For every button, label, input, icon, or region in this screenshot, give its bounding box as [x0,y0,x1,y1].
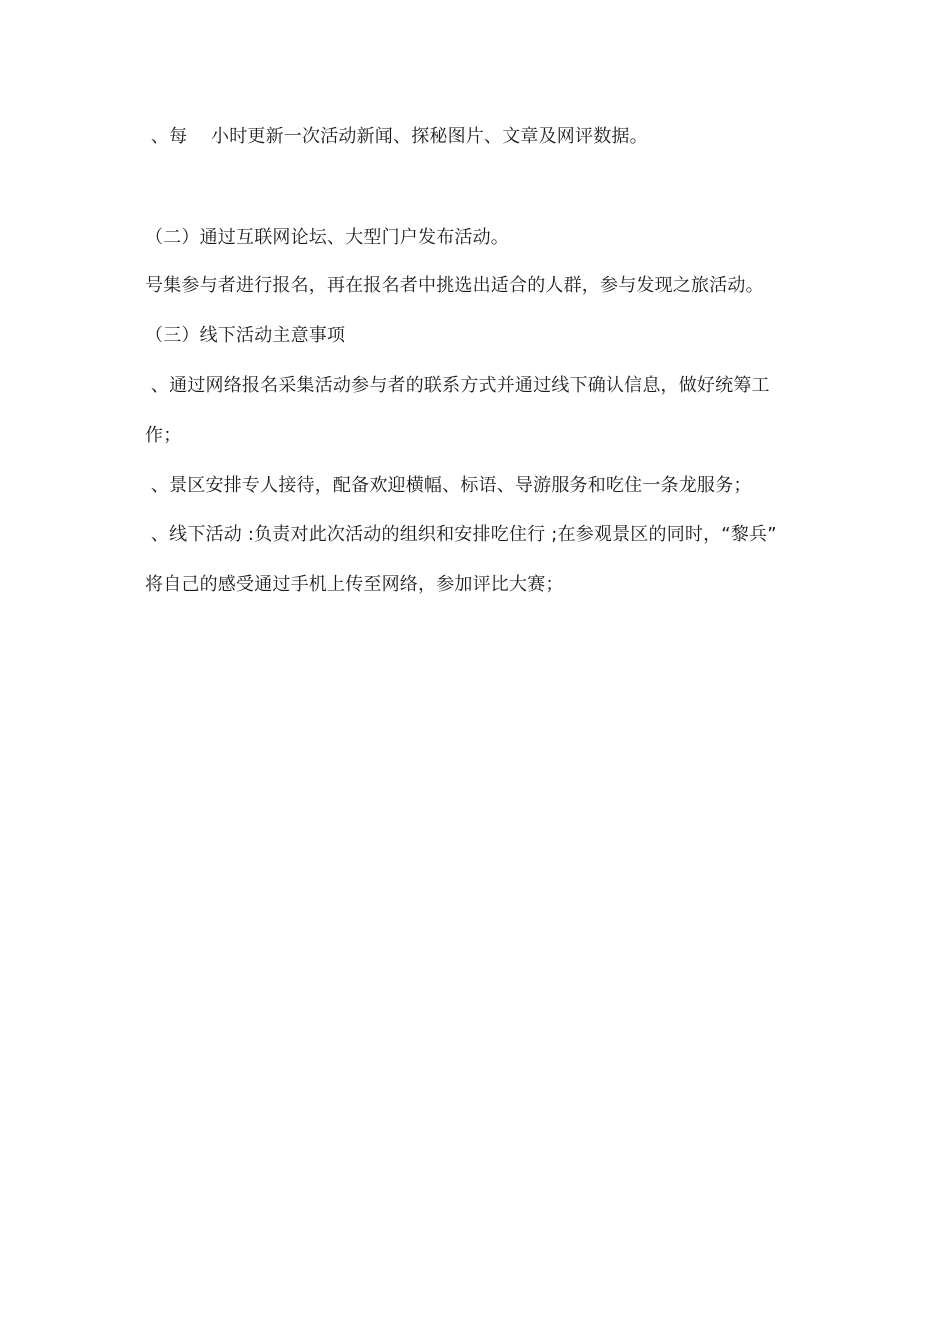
offline-item-3: 、线下活动 :负责对此次活动的组织和安排吃住行 ;在参观景区的同时，“黎兵” [145,524,777,545]
section-heading-two: （二）通过互联网论坛、大型门户发布活动。 [145,227,509,248]
offline-item-3-continued: 将自己的感受通过手机上传至网络，参加评比大赛； [145,574,564,595]
offline-item-1-continued: 作； [145,425,182,446]
update-frequency-item: 、每 小时更新一次活动新闻、探秘图片、文章及网评数据。 [145,126,648,147]
offline-item-2: 、景区安排专人接待，配备欢迎横幅、标语、导游服务和吃住一条龙服务； [145,475,752,496]
paragraph-registration: 号集参与者进行报名，再在报名者中挑选出适合的人群，参与发现之旅活动。 [145,275,764,296]
offline-item-1: 、通过网络报名采集活动参与者的联系方式并通过线下确认信息，做好统筹工 [145,375,770,396]
section-heading-three: （三）线下活动主意事项 [145,325,346,346]
